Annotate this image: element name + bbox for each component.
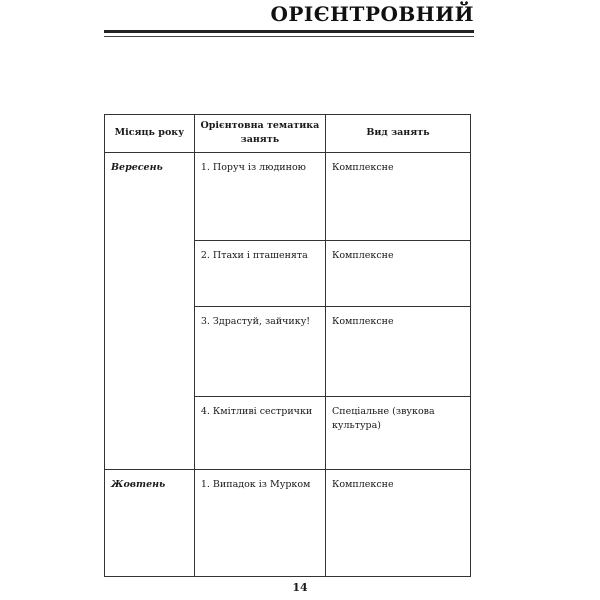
type-cell: Комплексне — [325, 306, 470, 396]
header-rule-thick — [104, 30, 474, 33]
topic-cell: 1. Поруч із людиною — [194, 152, 325, 240]
topic-cell: 4. Кмітливі сестрички — [194, 396, 325, 469]
month-cell: Вересень — [105, 152, 195, 469]
table-row — [105, 469, 471, 576]
topic-cell: 2. Птахи і пташенята — [194, 240, 325, 306]
table-header-row — [105, 115, 471, 153]
page-title: ОРІЄНТРОВНИЙ — [270, 2, 474, 26]
column-header-month: Місяць року — [105, 115, 195, 153]
page-number: 14 — [292, 581, 308, 594]
column-header-type: Вид занять — [325, 115, 470, 153]
table-row — [105, 152, 471, 240]
type-cell: Комплексне — [325, 469, 470, 576]
column-header-topic: Орієнтовна тематика занять — [194, 115, 325, 153]
type-cell: Спеціальне (звукова культура) — [325, 396, 470, 469]
header-rule-thin — [104, 36, 474, 37]
topic-cell: 1. Випадок із Мурком — [194, 469, 325, 576]
month-cell: Жовтень — [105, 469, 195, 576]
topic-cell: 3. Здрастуй, зайчику! — [194, 306, 325, 396]
plan-table — [104, 114, 471, 577]
type-cell: Комплексне — [325, 240, 470, 306]
type-cell: Комплексне — [325, 152, 470, 240]
